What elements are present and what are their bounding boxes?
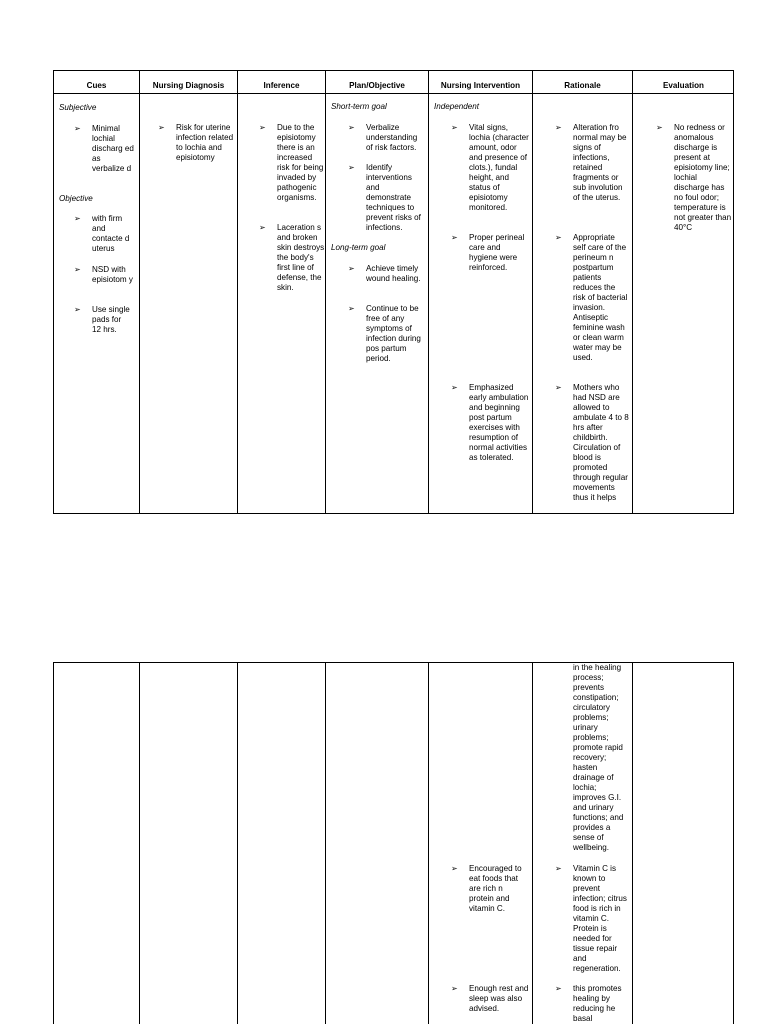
rationale-text: Appropriate self care of the perineum n postpartum patients reduces the risk of bacterial invasion. Antiseptic feminine wash or clean warm water may be used. (573, 233, 628, 362)
plan-text: Continue to be free of any symptoms of infection during pos partum period. (366, 304, 421, 363)
bullet-arrow-icon: ➢ (555, 383, 562, 392)
column-divider (139, 663, 140, 1024)
column-divider (632, 71, 633, 513)
bullet-arrow-icon: ➢ (74, 124, 81, 133)
intervention-text: Enough rest and sleep was also advised. (469, 984, 529, 1013)
plan-text: Identify interventions and demonstrate techniques to prevent risks of infections. (366, 163, 421, 232)
header-inference: Inference (263, 81, 300, 90)
plan-text: Achieve timely wound healing. (366, 264, 421, 283)
intervention-text: Vital signs, lochia (character amount, odor and presence of clots.), fundal height, and status of episiotomy monitored. (469, 123, 529, 212)
bullet-arrow-icon: ➢ (451, 984, 458, 993)
column-divider (237, 71, 238, 513)
column-divider (139, 71, 140, 513)
bullet-arrow-icon: ➢ (555, 864, 562, 873)
bullet-arrow-icon: ➢ (348, 163, 355, 172)
bullet-arrow-icon: ➢ (451, 864, 458, 873)
intervention-text: Proper perineal care and hygiene were reinforced. (469, 233, 525, 272)
inference-text: Laceration s and broken skin destroys the body's first line of defense, the skin. (277, 223, 325, 292)
rationale-continued-text: in the healing process; prevents constipation; circulatory problems; urinary problems; promote rapid recovery; hasten drainage of lochia; improves G.I. and urinary functions; and provides a sense of wellbeing. (573, 663, 624, 852)
intervention-text: Emphasized early ambulation and beginning post partum exercises with resumption of normal activities as tolerated. (469, 383, 529, 462)
bullet-arrow-icon: ➢ (259, 223, 266, 232)
short-term-goal-label: Short-term goal (331, 102, 387, 111)
independent-label: Independent (434, 102, 480, 111)
header-cues: Cues (86, 81, 107, 90)
bullet-arrow-icon: ➢ (451, 383, 458, 392)
cue-text: Minimal lochial discharg ed as verbalize d (92, 124, 134, 173)
rationale-text: Vitamin C is known to prevent infection; citrus food is rich in vitamin C. Protein is needed for tissue repair and regeneration. (573, 864, 627, 973)
plan-text: Verbalize understanding of risk factors. (366, 123, 418, 152)
bullet-arrow-icon: ➢ (555, 233, 562, 242)
bullet-arrow-icon: ➢ (555, 123, 562, 132)
cue-text: with firm and contacte d uterus (92, 214, 130, 253)
header-rationale: Rationale (564, 81, 601, 90)
bullet-arrow-icon: ➢ (74, 214, 81, 223)
header-nursing-intervention: Nursing Intervention (440, 81, 521, 90)
evaluation-text: No redness or anomalous discharge is present at episiotomy line; lochial discharge has no foul odor; temperature is not greater than 40°C (674, 123, 732, 232)
bullet-arrow-icon: ➢ (74, 305, 81, 314)
column-divider (237, 663, 238, 1024)
rationale-text: Mothers who had NSD are allowed to ambulate 4 to 8 hrs after childbirth. Circulation of blood is promoted through regular movements thus it helps (573, 383, 629, 502)
rationale-text: Alteration fro normal may be signs of infections, retained fragments or sub involution of the uterus. (573, 123, 627, 202)
bullet-arrow-icon: ➢ (158, 123, 165, 132)
long-term-goal-label: Long-term goal (331, 243, 386, 252)
care-plan-table-continued (53, 662, 734, 1024)
bullet-arrow-icon: ➢ (74, 265, 81, 274)
bullet-arrow-icon: ➢ (555, 984, 562, 993)
column-divider (325, 71, 326, 513)
inference-text: Due to the episiotomy there is an increased risk for being invaded by pathogenic organisms. (277, 123, 324, 202)
objective-label: Objective (59, 194, 93, 203)
bullet-arrow-icon: ➢ (451, 123, 458, 132)
header-nursing-diagnosis: Nursing Diagnosis (152, 81, 225, 90)
care-plan-table (53, 70, 734, 514)
column-divider (428, 71, 429, 513)
bullet-arrow-icon: ➢ (348, 264, 355, 273)
column-divider (532, 71, 533, 513)
diagnosis-text: Risk for uterine infection related to lochia and episiotomy (176, 123, 234, 162)
cue-text: Use single pads for 12 hrs. (92, 305, 130, 334)
bullet-arrow-icon: ➢ (348, 304, 355, 313)
cue-text: NSD with episiotom y (92, 265, 133, 284)
column-divider (325, 663, 326, 1024)
bullet-arrow-icon: ➢ (451, 233, 458, 242)
header-evaluation: Evaluation (663, 81, 704, 90)
intervention-text: Encouraged to eat foods that are rich n protein and vitamin C. (469, 864, 522, 913)
header-plan-objective: Plan/Objective (349, 81, 405, 90)
column-divider (428, 663, 429, 1024)
subjective-label: Subjective (59, 103, 97, 112)
header-divider (54, 93, 733, 94)
column-divider (632, 663, 633, 1024)
column-divider (532, 663, 533, 1024)
bullet-arrow-icon: ➢ (348, 123, 355, 132)
bullet-arrow-icon: ➢ (656, 123, 663, 132)
rationale-text: this promotes healing by reducing he basal (573, 984, 622, 1023)
bullet-arrow-icon: ➢ (259, 123, 266, 132)
